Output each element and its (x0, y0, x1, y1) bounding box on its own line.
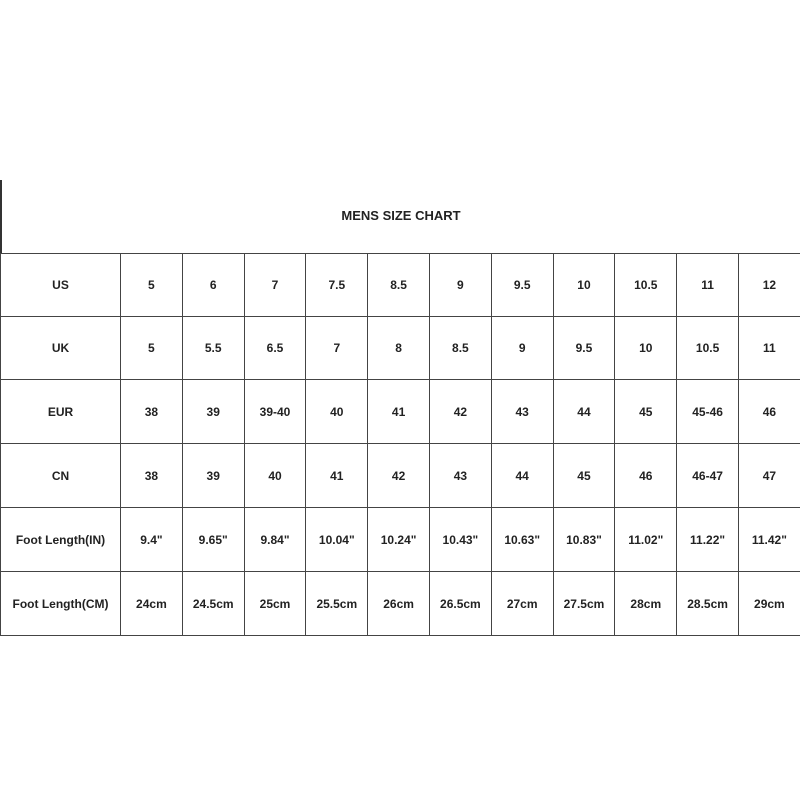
table-cell: 9.4" (121, 508, 183, 572)
table-cell: 6 (182, 254, 244, 317)
table-cell: 7 (244, 254, 306, 317)
table-cell: 8 (368, 317, 430, 380)
table-cell: 29cm (738, 572, 800, 636)
table-cell: 10.5 (615, 254, 677, 317)
table-cell: 11.22" (677, 508, 739, 572)
table-cell: 44 (553, 380, 615, 444)
table-row (1, 380, 800, 444)
table-cell: 47 (738, 444, 800, 508)
table-cell: 39-40 (244, 380, 306, 444)
table-cell: 9 (491, 317, 553, 380)
table-cell: 25.5cm (306, 572, 368, 636)
table-cell: 42 (368, 444, 430, 508)
table-cell: 46-47 (677, 444, 739, 508)
table-cell: 46 (738, 380, 800, 444)
table-cell: 39 (182, 444, 244, 508)
row-label: Foot Length(CM) (1, 572, 121, 636)
table-cell: 9.65" (182, 508, 244, 572)
row-label: US (1, 254, 121, 317)
table-cell: 40 (306, 380, 368, 444)
table-cell: 5 (121, 254, 183, 317)
table-cell: 38 (121, 444, 183, 508)
table-cell: 26.5cm (429, 572, 491, 636)
table-row (1, 444, 800, 508)
table-cell: 10.63" (491, 508, 553, 572)
table-cell: 10 (553, 254, 615, 317)
table-cell: 43 (491, 380, 553, 444)
table-cell: 11.42" (738, 508, 800, 572)
table-cell: 10 (615, 317, 677, 380)
table-cell: 10.83" (553, 508, 615, 572)
table-cell: 9 (429, 254, 491, 317)
table-cell: 10.5 (677, 317, 739, 380)
table-cell: 9.5 (491, 254, 553, 317)
table-row (1, 572, 800, 636)
table-cell: 27.5cm (553, 572, 615, 636)
row-label: Foot Length(IN) (1, 508, 121, 572)
row-label: UK (1, 317, 121, 380)
table-cell: 44 (491, 444, 553, 508)
table-cell: 43 (429, 444, 491, 508)
table-cell: 8.5 (368, 254, 430, 317)
row-label: EUR (1, 380, 121, 444)
table-cell: 5 (121, 317, 183, 380)
table-cell: 11 (738, 317, 800, 380)
size-chart (0, 180, 800, 634)
table-cell: 11 (677, 254, 739, 317)
table-cell: 39 (182, 380, 244, 444)
table-cell: 7 (306, 317, 368, 380)
table-cell: 28cm (615, 572, 677, 636)
table-cell: 27cm (491, 572, 553, 636)
table-cell: 41 (306, 444, 368, 508)
table-cell: 7.5 (306, 254, 368, 317)
table-cell: 41 (368, 380, 430, 444)
table-cell: 40 (244, 444, 306, 508)
table-row (1, 508, 800, 572)
table-cell: 38 (121, 380, 183, 444)
table-cell: 9.84" (244, 508, 306, 572)
table-cell: 11.02" (615, 508, 677, 572)
table-cell: 6.5 (244, 317, 306, 380)
table-cell: 46 (615, 444, 677, 508)
table-cell: 10.04" (306, 508, 368, 572)
table-cell: 28.5cm (677, 572, 739, 636)
table-cell: 8.5 (429, 317, 491, 380)
table-cell: 45 (615, 380, 677, 444)
table-row (1, 254, 800, 317)
row-label: CN (1, 444, 121, 508)
table-cell: 5.5 (182, 317, 244, 380)
table-cell: 42 (429, 380, 491, 444)
size-table (0, 253, 800, 636)
table-cell: 26cm (368, 572, 430, 636)
table-cell: 24cm (121, 572, 183, 636)
chart-title-row (0, 180, 800, 253)
chart-title: MENS SIZE CHART (341, 208, 461, 223)
table-cell: 45-46 (677, 380, 739, 444)
table-cell: 9.5 (553, 317, 615, 380)
table-row (1, 317, 800, 380)
table-cell: 12 (738, 254, 800, 317)
table-cell: 10.43" (429, 508, 491, 572)
table-cell: 25cm (244, 572, 306, 636)
table-cell: 24.5cm (182, 572, 244, 636)
table-cell: 10.24" (368, 508, 430, 572)
table-cell: 45 (553, 444, 615, 508)
